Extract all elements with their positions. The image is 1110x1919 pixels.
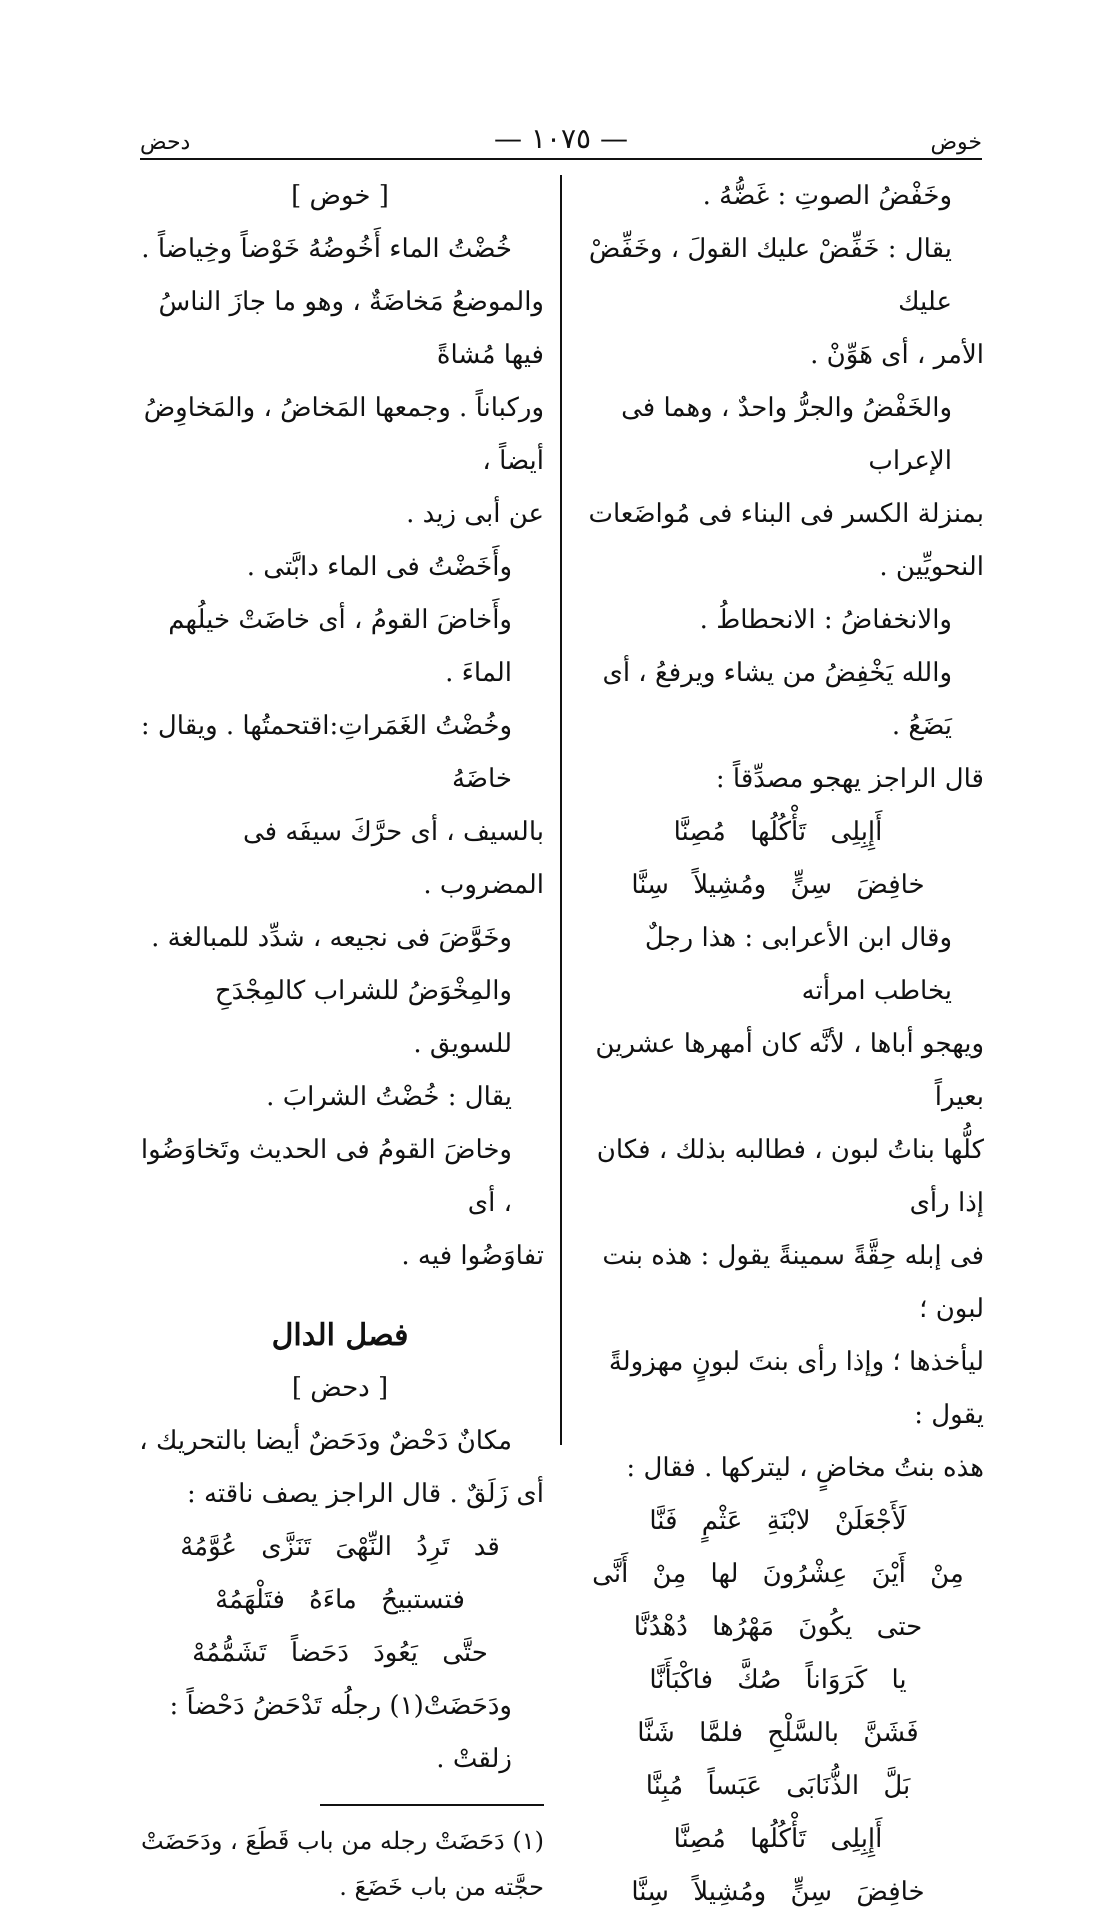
text-line: أى زَلَقٌ . قال الراجز يصف ناقته :	[186, 1479, 544, 1509]
text-line: مكانٌ دَحْضٌ ودَحَضٌ أيضا بالتحريك ،	[139, 1426, 512, 1456]
column-divider	[560, 175, 562, 1445]
text-line: خُضْتُ الماء أَخُوضُهُ خَوْضاً وخِياضاً .	[141, 234, 512, 264]
text-line: [ خوض ]	[291, 181, 389, 211]
text-line: والانخفاضُ : الانحطاطُ .	[699, 605, 952, 635]
text-line: بَلَّ الذُّنَابَى عَبَساً مُبِنَّا	[645, 1771, 911, 1801]
footnote	[136, 1818, 544, 1910]
text-line: قال الراجز يهجو مصدِّقاً :	[715, 764, 984, 794]
text-line: يقال : خُضْتُ الشرابَ .	[266, 1082, 512, 1112]
text-line: والله يَخْفِضُ من يشاء ويرفعُ ، أى يَضَعُ .	[602, 658, 952, 741]
text-line: وأَخَضْتُ فى الماء دابَّتى .	[246, 552, 512, 582]
text-line: ويهجو أباها ، لأنَّه كان أمهرها عشرين بعيراً	[595, 1029, 984, 1112]
text-line: والمِخْوَضُ للشراب كالمِجْدَحِ للسويق .	[214, 976, 512, 1059]
text-line: وخُضْتُ الغَمَراتِ:اقتحمتُها . ويقال : خاضَهُ	[140, 711, 512, 794]
text-line: وأَخاضَ القومُ ، أى خاضَتْ خيلُهم الماءَ .	[168, 605, 512, 688]
text-line: أَإِبِلِى تَأْكُلُها مُصِنَّا	[673, 1824, 883, 1854]
text-line: خافِضَ سِنٍّ ومُشِيلاً سِنَّا	[631, 1877, 925, 1907]
text-line: وركباناً . وجمعها المَخاضُ ، والمَخاوِضُ أيضاً ،	[143, 393, 544, 476]
header-rule	[140, 158, 982, 160]
text-line: فتستبيحُ ماءَهُ فتَلْهَمُهْ	[215, 1585, 465, 1615]
text-line: وخَفْضُ الصوتِ : غَضُّهُ .	[702, 181, 952, 211]
text-line: هذه بنتُ مخاضٍ ، ليتركها . فقال :	[626, 1453, 984, 1483]
header-left-keyword: دحض	[140, 130, 191, 155]
text-line: [ دحض ]	[291, 1373, 389, 1403]
text-line: كلُّها بناتُ لبون ، فطالبه بذلك ، فكان إذا رأى	[596, 1135, 984, 1218]
text-line: حتى يكُونَ مَهْرُها دُهْدُنَّا	[633, 1612, 923, 1642]
text-line: والموضعُ مَخاضَةٌ ، وهو ما جازَ الناسُ فيها مُشاةً	[158, 287, 544, 370]
header-right-keyword: خوض	[930, 130, 982, 155]
text-line: والخَفْضُ والجرُّ واحدٌ ، وهما فى الإعراب	[621, 393, 952, 476]
text-line: ليأخذها ؛ وإذا رأى بنتَ لبونٍ مهزولةً يقول :	[608, 1347, 984, 1430]
text-line: مِنْ أَيْنَ عِشْرُونَ لها مِنْ أَنَّى	[592, 1559, 964, 1589]
text-line: فَشَنَّ بالسَّلْحِ فلمَّا شَنَّا	[637, 1718, 919, 1748]
text-line: بالسيف ، أى حرَّكَ سيفَه فى المضروب .	[243, 817, 544, 900]
text-line: ودَحَضَتْ(١) رجلُه تَدْحَضُ دَحْضاً : زلقتْ .	[169, 1691, 512, 1774]
text-line: أَإِبِلِى تَأْكُلُها مُصِنَّا	[673, 817, 883, 847]
text-line: وخَوَّضَ فى نجيعه ، شدِّد للمبالغة .	[151, 923, 512, 953]
text-line: لَأَجْعَلَنْ لابْنَةِ عَثْمٍ فَنَّا	[649, 1506, 907, 1536]
text-line: فصل الدال	[271, 1318, 409, 1353]
text-line: حتَّى يَعُودَ دَحَضاً تَشَمُّمُهْ	[192, 1638, 488, 1668]
text-line: تفاوَضُوا فيه .	[401, 1241, 544, 1271]
text-line: وقال ابن الأعرابى : هذا رجلٌ يخاطب امرأته	[644, 923, 952, 1006]
text-line: يا كَرَوَاناً صُكَّ فاكْبَأَنَّا	[649, 1665, 907, 1695]
page-header	[140, 118, 982, 158]
left-column	[136, 170, 544, 1910]
text-line: فى إبله حِقَّةً سمينةً يقول : هذه بنت لبون ؛	[602, 1241, 984, 1324]
right-column	[572, 170, 984, 1919]
text-line: وخاضَ القومُ فى الحديث وتَخاوَضُوا ، أى	[140, 1135, 512, 1218]
text-line: قد تَرِدُ النِّهْىَ تَنَزَّى عُوَّمُهْ	[180, 1532, 500, 1562]
footnote-line: (١) دَحَضَتْ رجله من باب قَطَعَ ، ودَحَضَتْ	[140, 1827, 544, 1855]
text-line: يقال : خَفِّضْ عليك القولَ ، وخَفِّضْ عليك	[588, 234, 952, 317]
footnote-line: حجَّته من باب خَضَعَ .	[339, 1873, 544, 1901]
text-line: عن أبى زيد .	[406, 499, 544, 529]
text-line: خافِضَ سِنٍّ ومُشِيلاً سِنَّا	[631, 870, 925, 900]
page-number: — ١٠٧٥ —	[494, 122, 628, 155]
text-line: الأمر ، أى هَوِّنْ .	[810, 340, 984, 370]
text-line: بمنزلة الكسر فى البناء فى مُواضَعات النحويِّين .	[588, 499, 984, 582]
footnote-rule	[320, 1804, 544, 1806]
